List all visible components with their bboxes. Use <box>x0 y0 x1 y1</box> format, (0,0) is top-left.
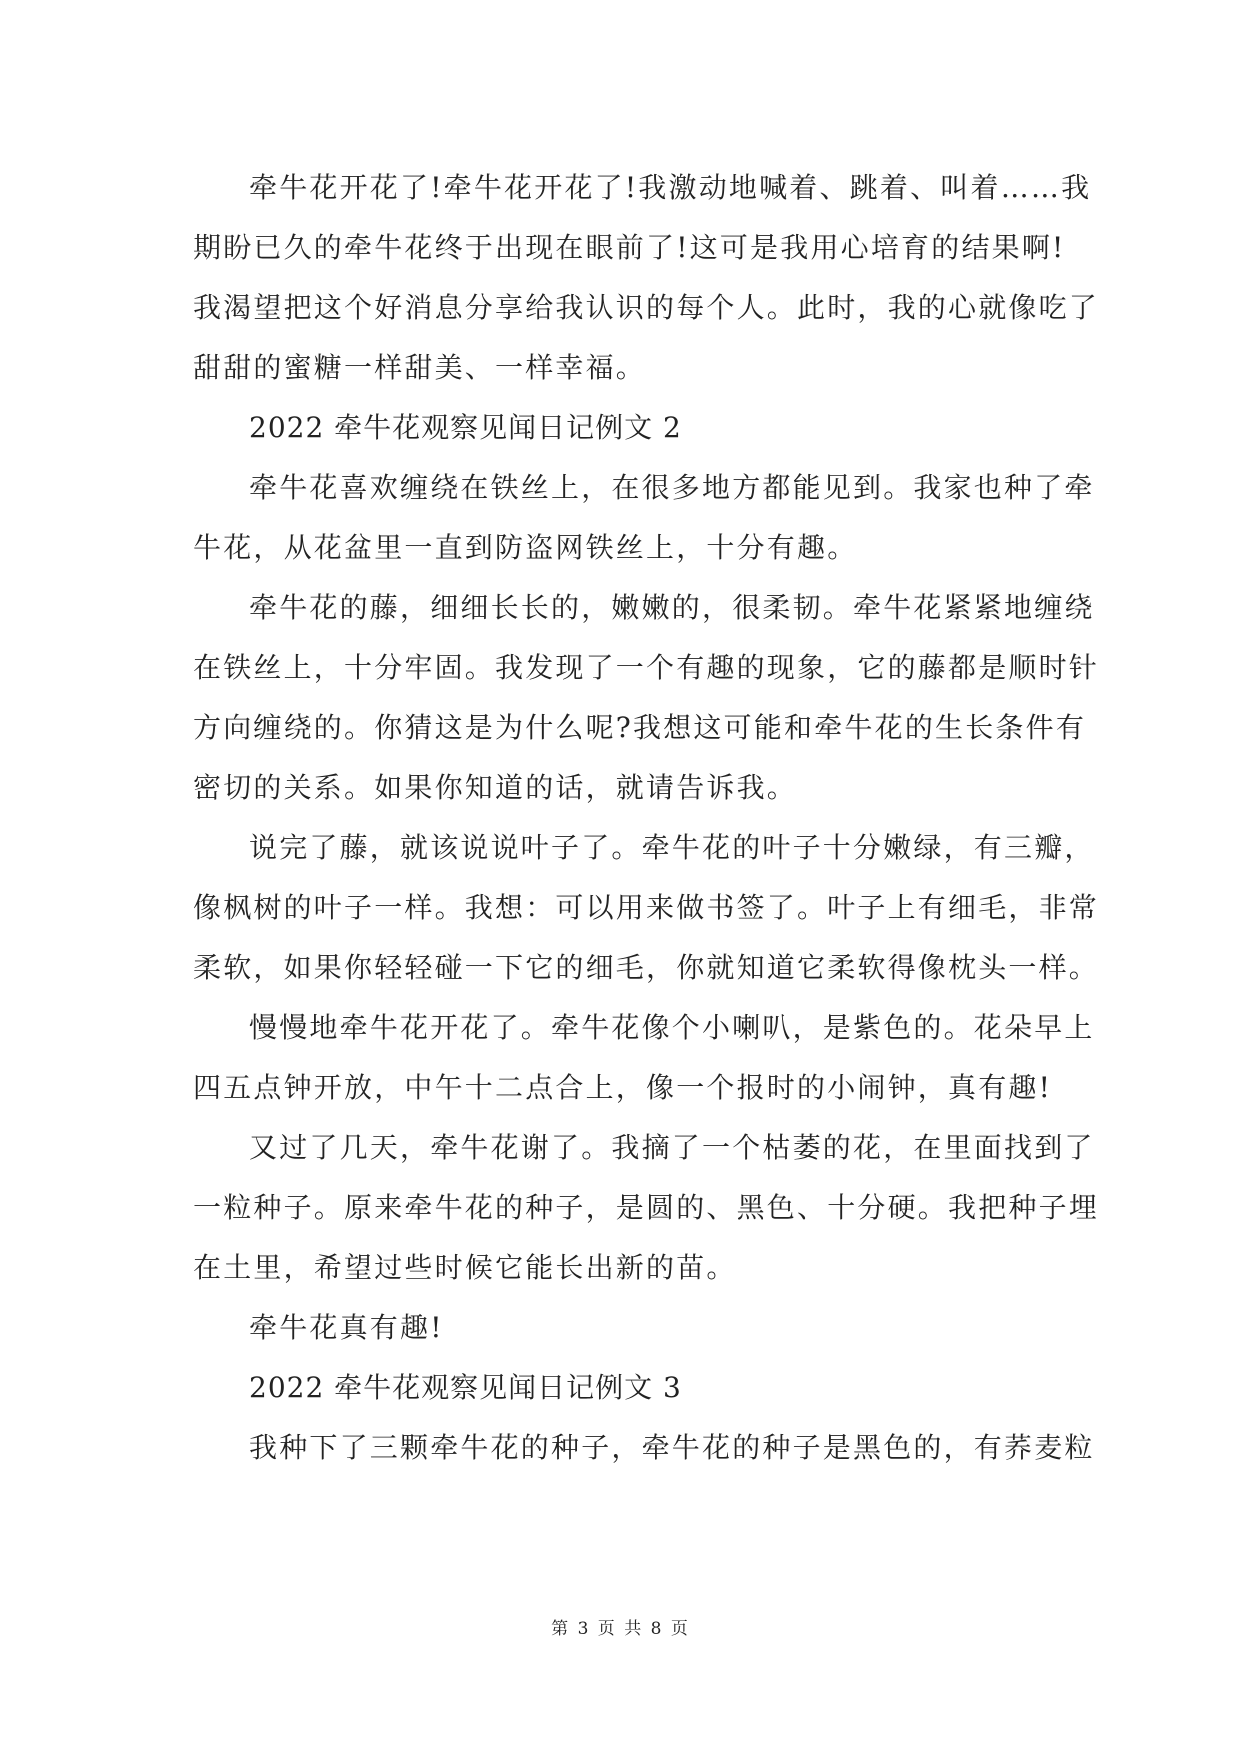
text-line: 慢慢地牵牛花开花了。牵牛花像个小喇叭，是紫色的。花朵早上 <box>249 1011 1095 1044</box>
text-line: 方向缠绕的。你猜这是为什么呢?我想这可能和牵牛花的生长条件有 <box>193 711 1087 744</box>
text-line: 我种下了三颗牵牛花的种子，牵牛花的种子是黑色的，有荞麦粒 <box>249 1431 1095 1464</box>
text-line: 甜甜的蜜糖一样甜美、一样幸福。 <box>193 351 647 384</box>
text-line: 牵牛花的藤，细细长长的，嫩嫩的，很柔韧。牵牛花紧紧地缠绕 <box>249 591 1095 624</box>
document-body <box>193 158 1100 1478</box>
text-line: 牵牛花开花了!牵牛花开花了!我激动地喊着、跳着、叫着……我 <box>249 171 1092 204</box>
text-line: 说完了藤，就该说说叶子了。牵牛花的叶子十分嫩绿，有三瓣， <box>249 831 1095 864</box>
page-number-label: 第 3 页 共 8 页 <box>551 1619 690 1639</box>
text-line: 牵牛花真有趣! <box>249 1311 444 1344</box>
text-line: 期盼已久的牵牛花终于出现在眼前了!这可是我用心培育的结果啊! <box>193 231 1066 264</box>
text-line: 牛花，从花盆里一直到防盗网铁丝上，十分有趣。 <box>193 531 858 564</box>
section-heading: 2022 牵牛花观察见闻日记例文 2 <box>249 411 682 444</box>
text-line: 一粒种子。原来牵牛花的种子，是圆的、黑色、十分硬。我把种子埋 <box>193 1191 1100 1224</box>
text-line: 柔软，如果你轻轻碰一下它的细毛，你就知道它柔软得像枕头一样。 <box>193 951 1100 984</box>
text-line: 密切的关系。如果你知道的话，就请告诉我。 <box>193 771 798 804</box>
text-line: 我渴望把这个好消息分享给我认识的每个人。此时，我的心就像吃了 <box>193 291 1100 324</box>
section-heading: 2022 牵牛花观察见闻日记例文 3 <box>249 1371 682 1404</box>
text-line: 牵牛花喜欢缠绕在铁丝上，在很多地方都能见到。我家也种了牵 <box>249 471 1095 504</box>
text-line: 在铁丝上，十分牢固。我发现了一个有趣的现象，它的藤都是顺时针 <box>193 651 1100 684</box>
text-line: 又过了几天，牵牛花谢了。我摘了一个枯萎的花，在里面找到了 <box>249 1131 1095 1164</box>
text-line: 四五点钟开放，中午十二点合上，像一个报时的小闹钟，真有趣! <box>193 1071 1053 1104</box>
text-line: 在土里，希望过些时候它能长出新的苗。 <box>193 1251 737 1284</box>
page-footer <box>0 1614 1241 1639</box>
text-line: 像枫树的叶子一样。我想：可以用来做书签了。叶子上有细毛，非常 <box>193 891 1100 924</box>
